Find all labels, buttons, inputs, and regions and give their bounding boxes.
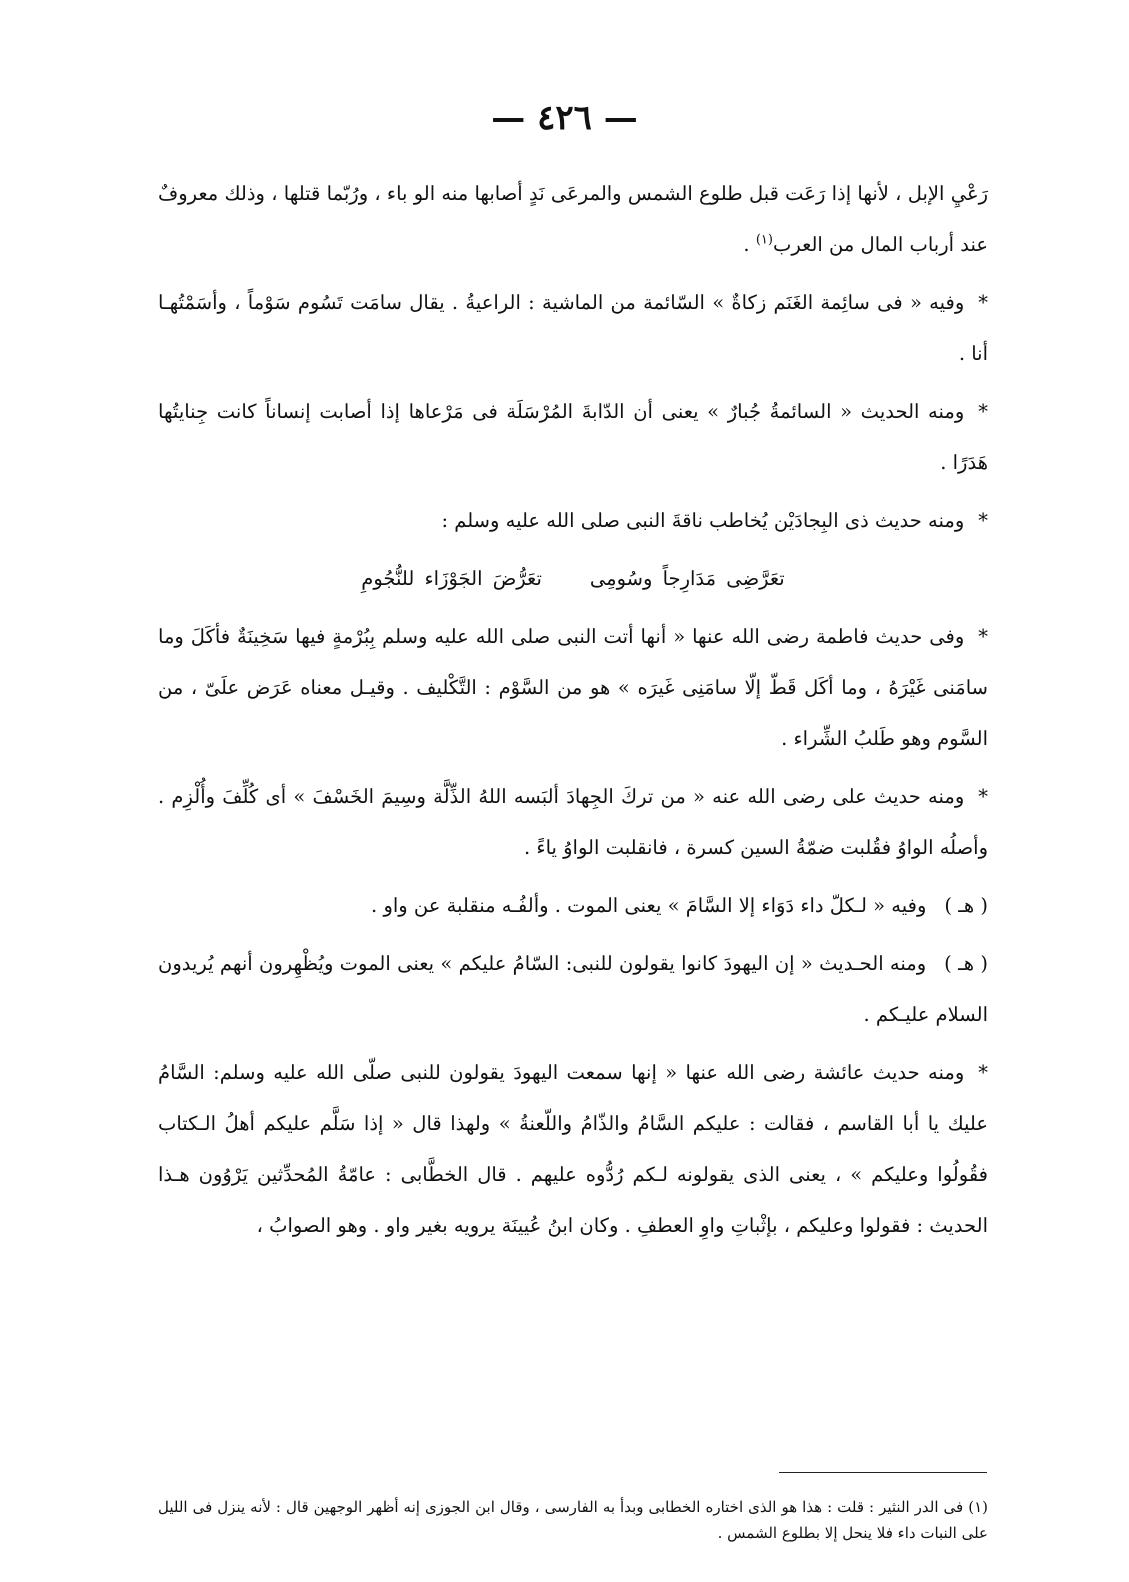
verse-second-hemistich: تعَرُّضَ الجَوْزَاء للنُّجُومِ	[361, 567, 542, 590]
asterisk-marker: *	[978, 1061, 988, 1084]
source-marker: ( هـ )	[944, 952, 988, 975]
paragraph	[158, 386, 988, 488]
main-text	[158, 168, 988, 1258]
paragraph	[158, 168, 988, 270]
paragraph-text: ومنه حديث عائشة رضى الله عنها « إنها سمعت اليهودَ يقولون للنبى صلّى الله عليه وسلم: السَّامُ عليك يا أبا القاسم ، فقالت : عليكم السَّامُ والذّامُ واللّعنةُ » ولهذا قال « إذا سَلَّم عليكم أهلُ الـكتاب فقُولُوا وعليكم » ، يعنى الذى يقولونه لـكم رُدُّوه عليهم . قال الخطَّابى : عامّةُ المُحدِّثين يَرْوُون هـذا الحديث : فقولوا وعليكم ، بإثْباتِ واوِ العطفِ . وكان ابنُ عُيينَة يرويه بغير واو . وهو الصوابُ ،	[158, 1061, 988, 1237]
asterisk-marker: *	[978, 509, 988, 532]
paragraph-tail: .	[743, 233, 756, 256]
paragraph	[158, 277, 988, 379]
paragraph-text: ومنه حديث ذى البِجادَيْن يُخاطب ناقةَ النبى صلى الله عليه وسلم :	[441, 509, 965, 532]
verse-first-hemistich: تعَرَّضِى مَدَارِجاً وسُومِى	[589, 567, 785, 590]
paragraph	[158, 495, 988, 546]
source-marker: ( هـ )	[944, 894, 988, 917]
footnote-reference: (١)	[755, 232, 773, 248]
verse-line	[158, 553, 988, 604]
paragraph	[158, 880, 988, 931]
paragraph-text: ومنه حديث على رضى الله عنه « من تركَ الجِهادَ ألبَسه اللهُ الذِّلَّة وسِيمَ الخَسْفَ » أى كُلِّفَ وأُلْزِم . وأصلُه الواوُ فقُلبت ضمّةُ السين كسرة ، فانقلبت الواوُ ياءً .	[158, 785, 988, 859]
asterisk-marker: *	[978, 400, 988, 423]
footnote: (١) فى الدر النثير : قلت : هذا هو الذى اختاره الخطابى وبدأ به الفارسى ، وقال ابن الجوزى إنه أظهر الوجهين قال : لأنه ينزل فى الليل على النبات داء فلا ينحل إلا بطلوع الشمس .	[158, 1498, 988, 1542]
paragraph	[158, 771, 988, 873]
paragraph	[158, 1047, 988, 1251]
paragraph	[158, 938, 988, 1040]
paragraph	[158, 611, 988, 764]
footnote-divider	[779, 1472, 987, 1473]
paragraph-text: رَعْيِ الإبل ، لأنها إذا رَعَت قبل طلوع الشمس والمرعَى نَدٍ أصابها منه الو باء ، ورُبّما قتلها ، وذلك معروفٌ عند أرباب المال من العرب	[158, 182, 988, 256]
paragraph-text: وفى حديث فاطمة رضى الله عنها « أنها أتت النبى صلى الله عليه وسلم بِبُرْمةٍ فيها سَخِينَةٌ فأكَلَ وما سامَنى غَيْرَهُ ، وما أكَل قَطّ إلّا سامَنِى غَيرَه » هو من السَّوْم : التَّكْليف . وقيـل معناه عَرَض علَىّ ، من السَّوم وهو طَلبُ الشِّراء .	[158, 625, 988, 750]
page-number: — ٤٢٦ —	[491, 98, 638, 138]
asterisk-marker: *	[978, 785, 988, 808]
paragraph-text: ومنه الحديث « السائمةُ جُبارٌ » يعنى أن الدّابةَ المُرْسَلَة فى مَرْعاها إذا أصابت إنساناً كانت جِنايتُها هَدَرًا .	[158, 400, 988, 474]
asterisk-marker: *	[978, 625, 988, 648]
paragraph-text: وفيه « لـكلّ داء دَوَاء إلا السَّامَ » يعنى الموت . وألفُـه منقلبة عن واو .	[371, 894, 927, 917]
asterisk-marker: *	[978, 291, 988, 314]
paragraph-text: وفيه « فى سائِمة الغَنَم زكاةٌ » السّائمة من الماشية : الراعيةُ . يقال سامَت تَسُوم سَوْماً ، وأسَمْتُهـا أنا .	[158, 291, 988, 365]
paragraph-text: ومنه الحـديث « إن اليهودَ كانوا يقولون للنبى: السّامُ عليكم » يعنى الموت ويُظْهِرون أنهم يُريدون السلام عليـكم .	[158, 952, 988, 1026]
